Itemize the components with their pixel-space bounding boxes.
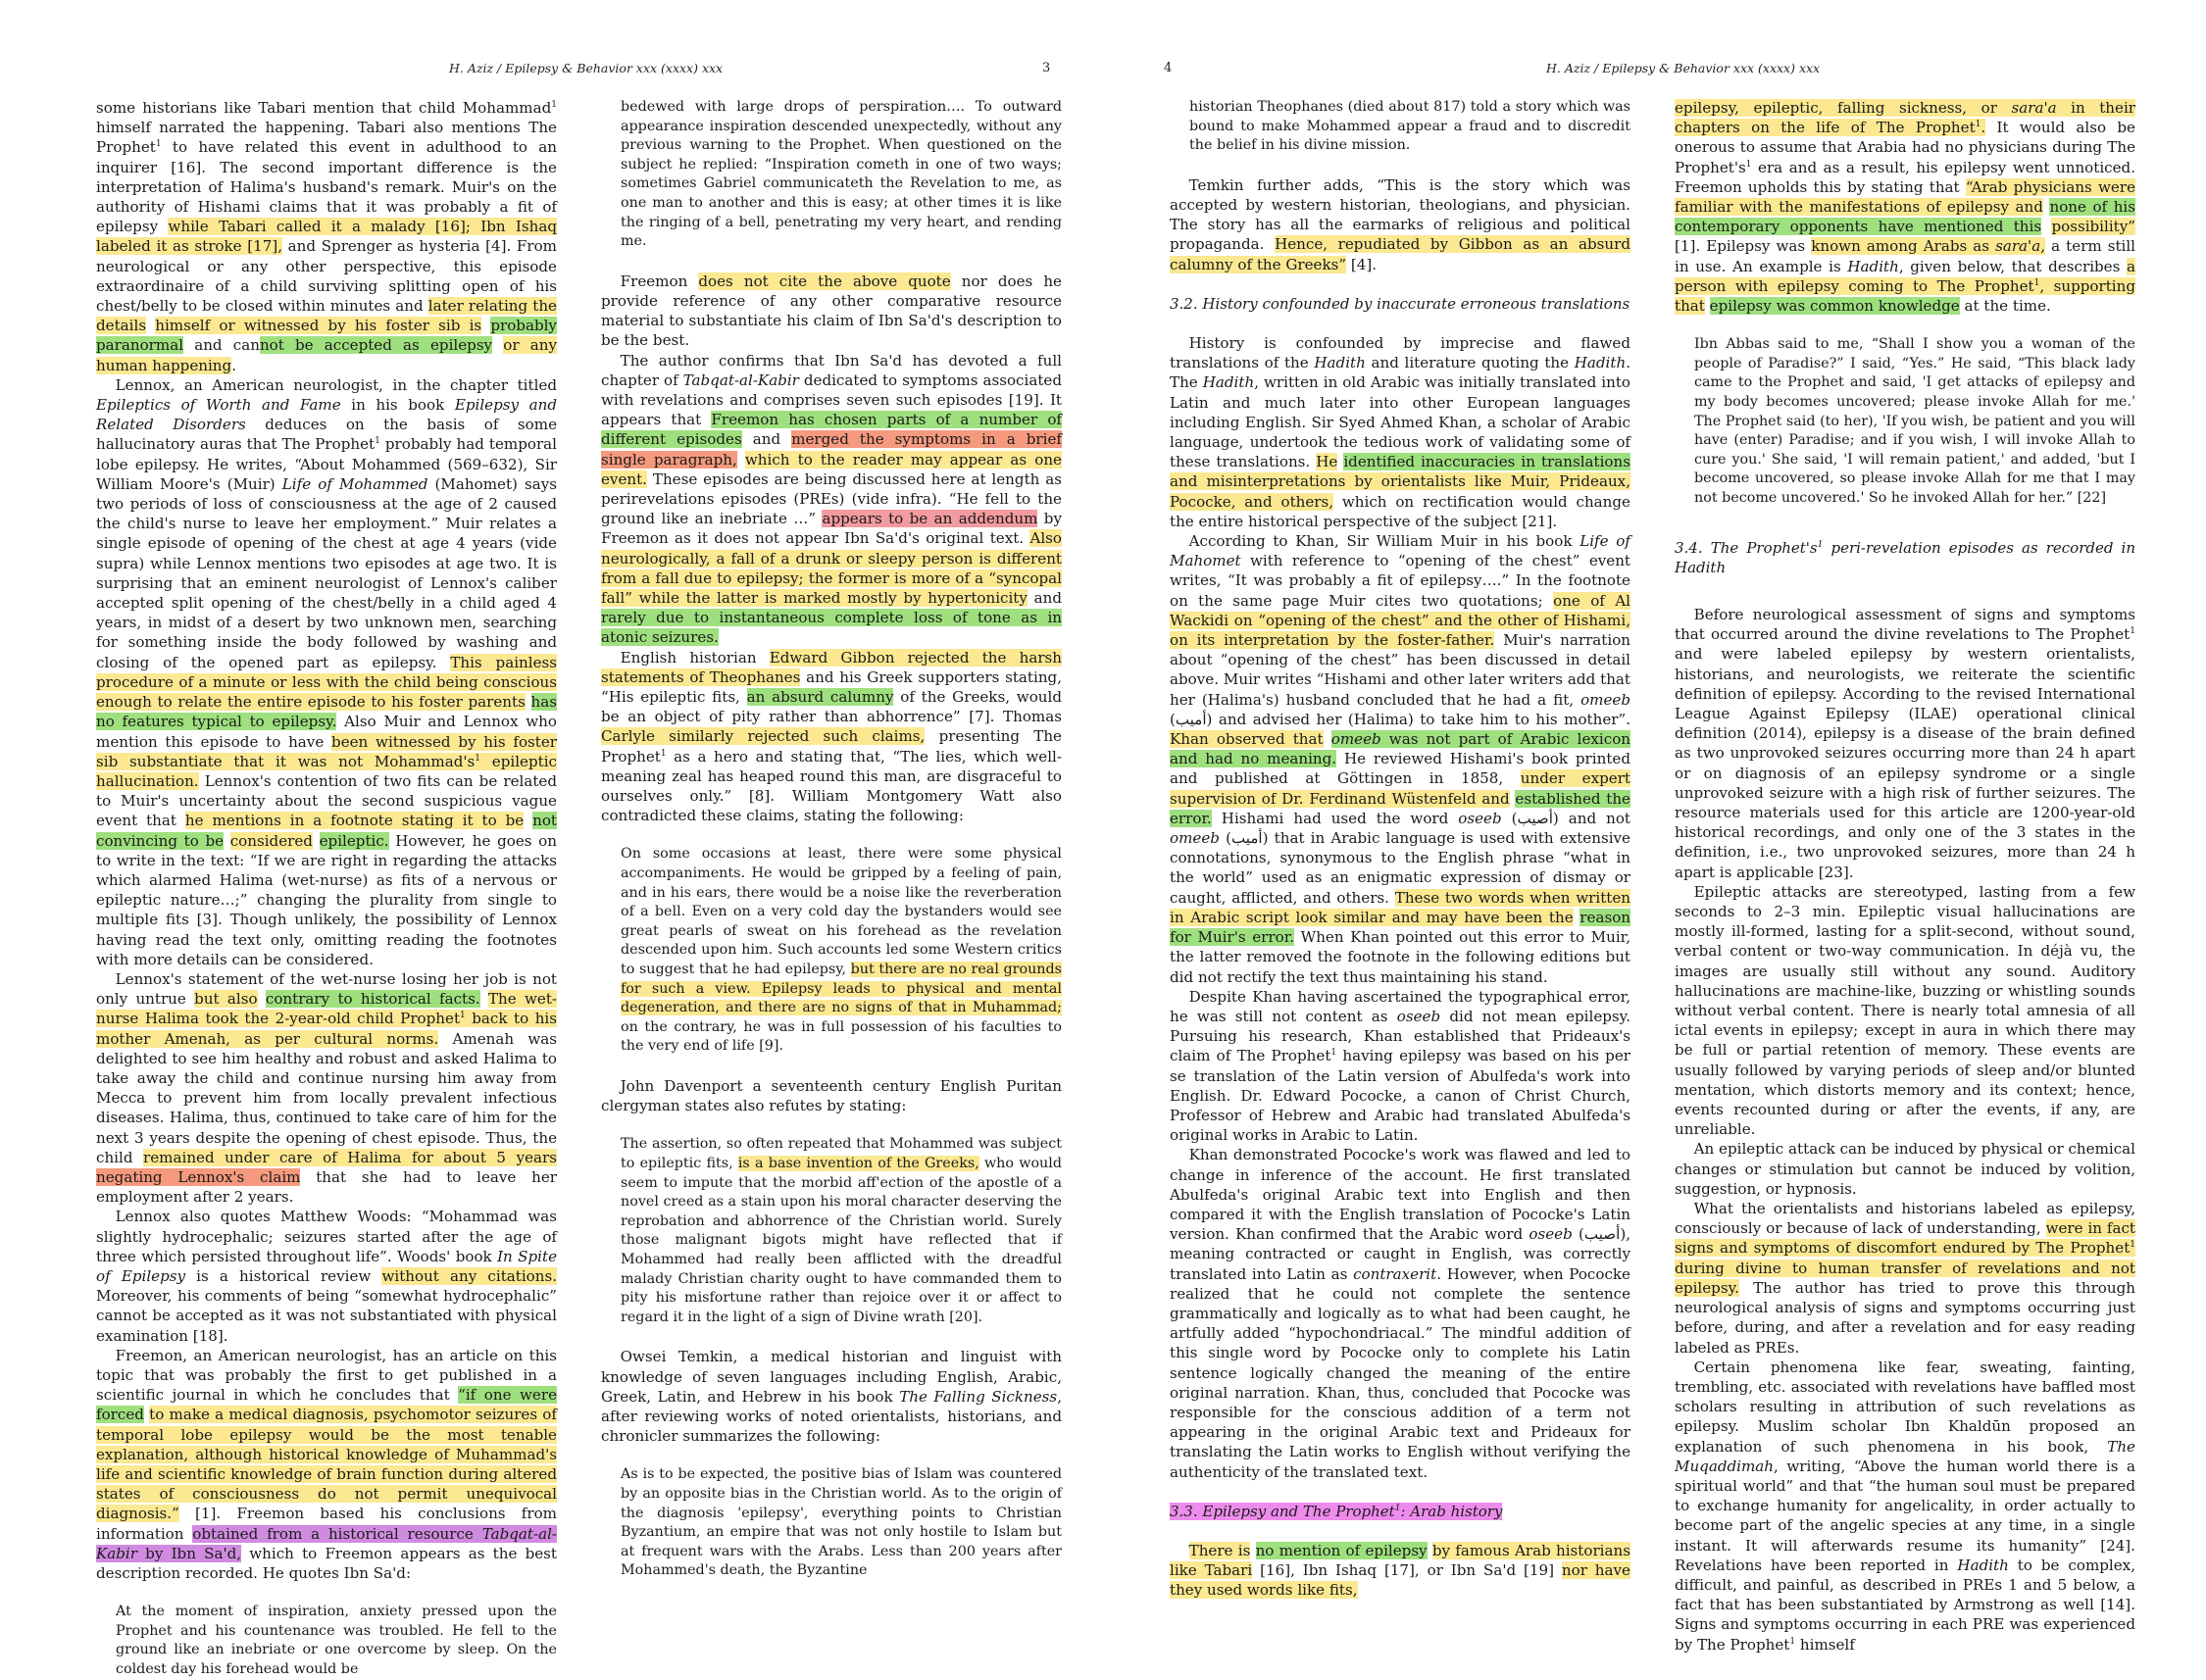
highlight: an absurd calumny: [746, 688, 894, 707]
highlight: no mention of epilepsy: [1255, 1541, 1428, 1559]
paragraph: English historian Edward Gibbon rejected the harsh statements of Theophanes and his Greek supporters stating, “His epileptic fits, an absurd calumny of the Greeks, would be an object of pity rather than abhorrence” [7]. Thomas Carlyle similarly rejected such claims, presenting The Prophet$^1$ as a hero and stating that, “The lies, which well-meaning zeal has heaped round this man, are disgraceful to ourselves only.” [8]. William Montgomery Watt also contradicted these claims, stating the following:: [601, 648, 1063, 825]
highlight: Freemon has chosen parts of a number of different episodes: [601, 411, 1062, 449]
left-column-2: [601, 98, 1062, 1581]
block-quote: Ibn Abbas said to me, “Shall I show you a woman of the people of Paradise?” I said, “Yes.” He said, “This black lady came to the Prophet and said, 'I get attacks of epilepsy and my body becomes uncovered; please invoke Allah for me.' The Prophet said (to her), 'If you wish, be patient and you will have (enter) Paradise; and if you wish, I will invoke Allah to cure you.' She said, 'I will remain patient,' and added, 'but I become uncovered, so please invoke Allah for me that I may not become uncovered.' So he invoked Allah for her.” [22]: [1694, 336, 2135, 506]
highlight: Hence, repudiated by Gibbon as an absurd calumny of the Greeks”: [1170, 235, 1630, 273]
highlight: but there are no real grounds for such a view. Epilepsy leads to physical and mental degeneration, and there are no signs of that in Muhammad;: [621, 962, 1062, 1016]
highlight: obtained from a historical resource Tabqat-al-Kabir by Ibn Sa'd,: [96, 1524, 558, 1562]
highlight: not convincing to be: [96, 812, 557, 850]
block-quote: As is to be expected, the positive bias of Islam was countered by an opposite bias in the Christian world. As to the origin of the diagnosis 'epilepsy', everything points to Christian Byzantium, an empire that was not only hostile to Islam but at frequent wars with the Arabs. Less than 200 years after Mohammed's death, the Byzantine: [621, 1466, 1062, 1579]
paragraph: Certain phenomena like fear, sweating, fainting, trembling, etc. associated with revelations have baffled most scholars resulting in attribution of such revelations as epilepsy. Muslim scholar Ibn Khaldūn proposed an explanation of such phenomena in his book, The Muqaddimah, writing, “Above the human world there is a spiritual world” and that “the human soul must be prepared to exchange humanity for angelicality, in order actually to become part of the angelic species at any time, in a single instant. It will afterwards resume its humanity” [24]. Revelations have been reported in Hadith to be complex, difficult, and painful, as described in PREs 1 and 5 below, a fact that has been substantiated by Armstrong as well [14]. Signs and symptoms occurring in each PRE was experienced by The Prophet$^1$ himself: [1675, 1358, 2135, 1654]
highlight: under expert supervision of Dr. Ferdinand Wüstenfeld and: [1170, 769, 1630, 808]
left-page: [0, 0, 1103, 1678]
highlight: He: [1316, 453, 1338, 471]
highlight: possibility”: [2051, 218, 2135, 236]
highlight: The wet-nurse Halima took the 2-year-old child Prophet$^1$ back to his mother Amenah, as per cultural norms.: [96, 990, 558, 1048]
highlight: which to the reader may appear as one event.: [601, 450, 1062, 488]
paragraph: What the orientalists and historians labeled as epilepsy, consciously or because of lack of understanding, were in fact signs and symptoms of discomfort endured by The Prophet$^1$ during divine to human transfer of revelations and not epilepsy. The author has tried to prove this through neurological analysis of signs and symptoms occurring just before, during, and after a revelation and for easy reading labeled as PREs.: [1675, 1200, 2135, 1357]
highlight: during divine to human transfer of revelations and not epilepsy.: [1675, 1259, 2135, 1297]
highlight: is a base invention of the Greeks,: [737, 1155, 979, 1171]
block-quote: historian Theophanes (died about 817) told a story which was bound to make Mohammed appear a fraud and to discredit the belief in his divine mission.: [1189, 99, 1630, 154]
highlight: not be accepted as epilepsy: [259, 336, 493, 355]
highlight: while Tabari called it a malady [16]; Ibn Ishaq labeled it as stroke [17],: [96, 218, 557, 256]
highlight: been witnessed by his foster sib substantiate that it was not $Mohammad's^1$ epileptic hallucination.: [96, 732, 558, 790]
highlight: and misinterpretations by orientalists like Muir, Prideaux, Pococke, and others,: [1170, 472, 1630, 511]
paragraph: epilepsy, epileptic, falling sickness, or sara'a in their chapters on the life of The Prophet$^1$. It would also be onerous to assume that Arabia had no physicians during The $Prophet's^1$ era and as a result, his epilepsy went unnoticed. Freemon upholds this by stating that “Arab physicians were familiar with the manifestations of epilepsy and none of his contemporary opponents have mentioned this possibility” [1]. Epilepsy was known among Arabs as sara'a, a term still in use. An example is Hadith, given below, that describes a person with epilepsy coming to The Prophet$^1$, supporting that epilepsy was common knowledge at the time.: [1675, 99, 2136, 316]
highlight: himself or witnessed by his foster sib is: [155, 317, 482, 335]
section-heading: [1170, 1502, 1630, 1521]
paragraph: There is no mention of epilepsy by famous Arab historians like Tabari [16], Ibn Ishaq [17], or Ibn Sa'd [19] nor have they used words like fits,: [1170, 1541, 1630, 1600]
highlight: later relating the details: [96, 297, 557, 335]
highlight: “Arab physicians were familiar with the manifestations of epilepsy and: [1675, 177, 2135, 217]
page-number: 3: [1042, 61, 1051, 75]
highlight: or any human happening: [96, 336, 557, 374]
paragraph: The author confirms that Ibn Sa'd has devoted a full chapter of Tabqat-al-Kabir dedicated to symptoms associated with revelations and comprises seven such episodes [19]. It appears that Freemon has chosen parts of a number of different episodes and merged the symptoms in a brief single paragraph, which to the reader may appear as one event. These episodes are being discussed here at length as perirevelations episodes (PREs) (vide infra). “He fell to the ground like an inebriate …” appears to be an addendum by Freemon as it does not appear Ibn Sa'd's original text. Also neurologically, a fall of a drunk or sleepy person is different from a fall due to epilepsy; the former is more of a “syncopal fall” while the latter is marked mostly by hypertonicity and rarely due to instantaneous complete loss of tone as in atonic seizures.: [601, 351, 1062, 647]
highlight: These two words when written in Arabic script look similar and may have been the: [1170, 888, 1630, 926]
highlight: appears to be an addendum: [822, 510, 1038, 528]
highlight: has no features typical to epilepsy.: [96, 693, 557, 731]
page-number: 4: [1164, 61, 1173, 75]
highlight: without any citations.: [381, 1266, 558, 1285]
highlight: known among Arabs as sara'a,: [1811, 237, 2046, 256]
highlight: considered: [229, 831, 313, 850]
right-column-1: [1170, 98, 1630, 1601]
block-quote: bedewed with large drops of perspiration…. To outward appearance inspiration descended unexpectedly, without any previous warning to the Prophet. When questioned on the subject he replied: “Inspiration cometh in one of two ways; sometimes Gabriel communicateth the Revelation to me, as one man to another and this is easy; at other times it is like the ringing of a bell, penetrating my very heart, and rending me.: [621, 99, 1062, 250]
block-quote: On some occasions at least, there were some physical accompaniments. He would be gripped by a feeling of pain, and in his ears, there would be a noise like the reverberation of a bell. Even on a very cold day the bystanders would see great pearls of sweat on his forehead as the revelation descended upon him. Such accounts led some Western critics to suggest that he had epilepsy, but there are no real grounds for such a view. Epilepsy leads to physical and mental degeneration, and there are no signs of that in Muhammad; on the contrary, he was in full possession of his faculties to the very end of life [9].: [621, 846, 1062, 1055]
paragraph: Lennox, an American neurologist, in the chapter titled Epileptics of Worth and Fame in his book Epilepsy and Related Disorders deduces on the basis of some hallucinatory auras that The Prophet$^1$ probably had temporal lobe epilepsy. He writes, “About Mohammed (569–632), Sir William Moore's (Muir) Life of Mohammed (Mahomet) says two periods of loss of consciousness at the age of 2 caused the child's nurse to leave her employment.” Muir relates a single episode of opening of the chest at age 4 years (vide supra) while Lennox mentions two episodes at age two. It is surprising that an eminent neurologist of Lennox's caliber accepted split opening of the chest/belly in a child aged 4 years, in midst of a desert by two unknown men, searching for something inside the body followed by washing and closing of the opened part as epilepsy. This painless procedure of a minute or less with the child being conscious enough to relate the entire episode to his foster parents has no features typical to epilepsy. Also Muir and Lennox who mention this episode to have been witnessed by his foster sib substantiate that it was not $Mohammad's^1$ epileptic hallucination. Lennox's contention of two fits can be related to Muir's uncertainty about the second suspicious vague event that he mentions in a footnote stating it to be not convincing to be considered epileptic. However, he goes on to write in the text: “If we are right in regarding the attacks which alarmed Halima (wet-nurse) as fits of a nervous or epileptic nature…;” changing the plurality from single to multiple fits [3]. Though unlikely, the possibility of Lennox having read the text only, omitting reading the footnotes with more details can be considered.: [96, 375, 558, 968]
right-column-2: [1675, 98, 2135, 1655]
paragraph: History is confounded by imprecise and flawed translations of the Hadith and literature quoting the Hadith. The Hadith, written in old Arabic was initially translated into Latin and much later into other European languages including English. Sir Syed Ahmed Khan, a scholar of Arabic language, undertook the tedious work of validating some of these translations. He identified inaccuracies in translations and misinterpretations by orientalists like Muir, Prideaux, Pococke, and others, which on rectification would change the entire historical perspective of the subject [21].: [1170, 334, 1630, 530]
highlight: There is: [1188, 1541, 1251, 1559]
highlight: established the error.: [1170, 789, 1630, 827]
highlight: epileptic.: [319, 831, 389, 850]
highlight: reason for Muir's error.: [1170, 908, 1630, 947]
highlight: none of his contemporary opponents have mentioned this: [1675, 198, 2135, 236]
highlight: nor have they used words like fits,: [1170, 1561, 1630, 1600]
highlight: Edward Gibbon rejected the harsh statements of Theophanes: [601, 648, 1063, 686]
highlight: “if one were forced: [96, 1386, 558, 1424]
paragraph: According to Khan, Sir William Muir in his book Life of Mahomet with reference to “opening of the chest” event writes, “It was probably a fit of epilepsy….” In the footnote on the same page Muir cites two quotations; one of Al Wackidi on “opening of the chest” and the other of Hishami, on its interpretation by the foster-father. Muir's narration about “opening of the chest” has been discussed in detail above. Muir writes “Hishami and other later writers add that her (Halima's) husband concluded that he had a fit, omeeb (أميب) and advised her (Halima) to take him to his mother”. Khan observed that omeeb was not part of Arabic lexicon and had no meaning. He reviewed Hishami's book printed and published at Göttingen in 1858, under expert supervision of Dr. Ferdinand Wüstenfeld and established the error. Hishami had used the word oseeb (أصيب) and not omeeb (أميب) that in Arabic language is used with extensive connotations, synonymous to the English phrase “what in the world” used as an enigmatic expression of dismay or caught, afflicted, and others. These two words when written in Arabic script look similar and may have been the reason for Muir's error. When Khan pointed out this error to Muir, the latter removed the footnote in the following editions but did not rectify the text thus maintaining his stand.: [1170, 532, 1631, 986]
block-quote: The assertion, so often repeated that Mohammed was subject to epileptic fits, is a base invention of the Greeks, who would seem to impute that the morbid aff'ection of the apostle of a novel creed as a stain upon his moral character deserving the reprobation and abhorrence of the Christian world. Surely those malignant bigots might have reflected that if Mohammed had really been afflicted with the dreadful malady Christian charity ought to have commanded them to pity his misfortune rather than rejoice over it or affect to regard it in the light of a sign of Divine wrath [20].: [621, 1136, 1062, 1325]
paragraph: Lennox's statement of the wet-nurse losing her job is not only untrue but also contrary to historical facts. The wet-nurse Halima took the 2-year-old child Prophet$^1$ back to his mother Amenah, as per cultural norms. Amenah was delighted to see him healthy and robust and asked Halima to take away the child and continue nursing him away from Mecca to prevent him from locally prevalent infectious diseases. Halima, thus, continued to take care of him for the next 3 years despite the opening of chest episode. Thus, the child remained under care of Halima for about 5 years negating Lennox's claim that she had to leave her employment after 2 years.: [96, 969, 558, 1207]
highlight: identified inaccuracies in translations: [1343, 453, 1630, 471]
highlight: Also neurologically, a fall of a drunk or sleepy person is different from a fall due to epilepsy; the former is more of a “syncopal fall” while the latter is marked mostly by hypertonicity: [601, 529, 1062, 607]
paragraph: Epileptic attacks are stereotyped, lasting from a few seconds to 2–3 min. Epileptic visual hallucinations are mostly ill-formed, lasting for a split-second, without sound, verbal content or two-way communication. In déjà vu, the images are usually still without any sound. Auditory hallucinations are machine-like, buzzing or whistling sounds without verbal content. There is nearly total amnesia of all ictal events in epilepsy; except in aura in which there may be full or partial retention of memory. These events are usually followed by varying periods of sleep and/or blunted mentation, which distorts memory and its context; hence, events recounted during or after the events, if any, are unreliable.: [1675, 882, 2135, 1139]
paragraph: An epileptic attack can be induced by physical or chemical changes or stimulation but cannot be induced by volition, suggestion, or hypnosis.: [1675, 1140, 2135, 1198]
highlight: a person with epilepsy coming to The Prophet$^1$, supporting that: [1675, 257, 2136, 316]
running-header: H. Aziz / Epilepsy & Behavior xxx (xxxx) xxx: [1546, 61, 1821, 75]
section-heading: 3.2. History confounded by inaccurate erroneous translations: [1170, 294, 1630, 313]
highlight: epilepsy, epileptic, falling sickness, or sara'a in their chapters on the life of The Prophet$^1$.: [1675, 99, 2135, 137]
block-quote: At the moment of inspiration, anxiety pressed upon the Prophet and his countenance was troubled. He fell to the ground like an inebriate or one overcome by sleep. On the coldest day his forehead would be: [116, 1604, 557, 1678]
paragraph: Before neurological assessment of signs and symptoms that occurred around the divine revelations to The Prophet$^1$ and were labeled epilepsy by western orientalists, historians, and neurologists, we reiterate the scientific definition of epilepsy. According to the revised International League Against Epilepsy (ILAE) operational clinical definition (2014), epilepsy is a disease of the brain defined as two unprovoked seizures occurring more than 24 h apart or on diagnosis of an epilepsy syndrome or a single unprovoked seizure with a high risk of further seizures. The resource materials used for this article are 1200-year-old historical recordings, and only one of the 3 states in the definition, i.e., two unprovoked seizures, more than 24 h apart is applicable [23].: [1675, 605, 2135, 881]
highlight: merged the symptoms in a brief single paragraph,: [601, 430, 1062, 469]
highlight: were in fact signs and symptoms of discomfort endured by The Prophet$^1$: [1675, 1219, 2135, 1258]
highlight: Khan observed that: [1170, 730, 1324, 749]
paragraph: John Davenport a seventeenth century English Puritan clergyman states also refutes by stating:: [601, 1076, 1062, 1115]
highlight: 3.3. Epilepsy and The Prophet$^1$: Arab history: [1170, 1502, 1503, 1520]
running-header: H. Aziz / Epilepsy & Behavior xxx (xxxx) xxx: [449, 61, 724, 75]
paragraph: some historians like Tabari mention that child Mohammad$^1$ himself narrated the happening. Tabari also mentions The Prophet$^1$ to have related this event in adulthood to an inquirer [16]. The second important difference is the interpretation of Halima's husband's remark. Muir's on the authority of Hishami claims that it was probably a fit of epilepsy while Tabari called it a malady [16]; Ibn Ishaq labeled it as stroke [17], and Sprenger as hysteria [4]. From neurological or any other perspective, this episode extraordinaire of a child surviving splitting open of his chest/belly to be closed within minutes and later relating the details himself or witnessed by his foster sib is probably paranormal and cannot be accepted as epilepsy or any human happening.: [96, 99, 557, 374]
paragraph: Temkin further adds, “This is the story which was accepted by western historian, theologians, and physician. The story has all the earmarks of religious and political propaganda. Hence, repudiated by Gibbon as an absurd calumny of the Greeks” [4].: [1170, 175, 1630, 273]
paragraph: Freemon, an American neurologist, has an article on this topic that was probably the first to get published in a scientific journal in which he concludes that “if one were forced to make a medical diagnosis, psychomotor seizures of temporal lobe epilepsy would be the most tenable explanation, although historical knowledge of Muhammad's life and scientific knowledge of brain function during altered states of consciousness do not permit unequivocal diagnosis.” [1]. Freemon based his conclusions from information obtained from a historical resource Tabqat-al-Kabir by Ibn Sa'd, which to Freemon appears as the best description recorded. He quotes Ibn Sa'd:: [96, 1346, 558, 1583]
highlight: probably paranormal: [96, 317, 557, 355]
highlight: epilepsy was common knowledge: [1709, 297, 1960, 316]
highlight: rarely due to instantaneous complete loss of tone as in atonic seizures.: [601, 609, 1062, 647]
paragraph: Freemon does not cite the above quote nor does he provide reference of any other comparative resource material to substantiate his claim of Ibn Sa'd's description to be the best.: [601, 272, 1062, 350]
highlight: by famous Arab historians like Tabari: [1170, 1541, 1630, 1580]
highlight: to make a medical diagnosis, psychomotor seizures of temporal lobe epilepsy would be the most tenable explanation, although historical knowledge of Muhammad's life and scientific knowledge of brain function during altered states of consciousness do not permit unequivocal diagnosis.”: [96, 1406, 557, 1523]
highlight: he mentions in a footnote stating it to be: [184, 812, 525, 830]
right-page: [1103, 0, 2206, 1654]
highlight: contrary to historical facts.: [265, 990, 480, 1009]
highlight: This painless procedure of a minute or less with the child being conscious enough to relate the entire episode to his foster parents: [96, 653, 557, 712]
highlight: remained under care of Halima for about 5 years: [143, 1148, 557, 1166]
paragraph: Lennox also quotes Matthew Woods: “Mohammad was slightly hydrocephalic; seizures started after the age of three which persisted throughout life”. Woods' book In Spite of Epilepsy is a historical review without any citations. Moreover, his comments of being “somewhat hydrocephalic” cannot be accepted as it was not substantiated with physical examination [18].: [96, 1208, 558, 1345]
section-heading: 3.4. The $Prophet's^1$ peri-revelation episodes as recorded in Hadith: [1675, 538, 2136, 576]
paragraph: Khan demonstrated Pococke's work was flawed and led to change in inference of the account. He first translated Abulfeda's original Arabic text into English and then compared it with the English translation of Pococke's Latin version. Khan confirmed that the Arabic word oseeb (أصيب), meaning contracted or caught in English, was correctly translated into Latin as contraxerit. However, when Pococke realized that he could not complete the sentence grammatically and logically as to what had been caught, he artfully added “hypochondriacal.” The mindful addition of this single word by Pococke only to complete his Latin sentence logically changed the meaning of the entire original narration. Khan, thus, concluded that Pococke was responsible for the conscious addition of a term not appearing in the original Arabic text and Prideaux for translating the Latin works to English without verifying the authenticity of the translated text.: [1170, 1146, 1630, 1481]
highlight: but also: [194, 990, 258, 1009]
highlight: negating Lennox's claim: [96, 1167, 301, 1186]
highlight: omeeb was not part of Arabic lexicon and had no meaning.: [1170, 730, 1630, 768]
left-column-1: [96, 98, 557, 1680]
highlight: Carlyle similarly rejected such claims,: [601, 727, 926, 746]
highlight: one of Al Wackidi on “opening of the chest” and the other of Hishami, on its interpretation by the foster-father.: [1170, 591, 1630, 650]
paragraph: Owsei Temkin, a medical historian and linguist with knowledge of seven languages including English, Arabic, Greek, Latin, and Hebrew in his book The Falling Sickness, after reviewing works of noted orientalists, historians, and chronicler summarizes the following:: [601, 1348, 1062, 1446]
highlight: does not cite the above quote: [698, 272, 951, 290]
paragraph: Despite Khan having ascertained the typographical error, he was still not content as oseeb did not mean epilepsy. Pursuing his research, Khan established that Prideaux's claim of The Prophet$^1$ having epilepsy was based on his per se translation of the Latin version of Abulfeda's work into English. Dr. Edward Pococke, a canon of Christ Church, Professor of Hebrew and Arabic had translated Abulfeda's original works in Arabic to Latin.: [1170, 987, 1630, 1145]
